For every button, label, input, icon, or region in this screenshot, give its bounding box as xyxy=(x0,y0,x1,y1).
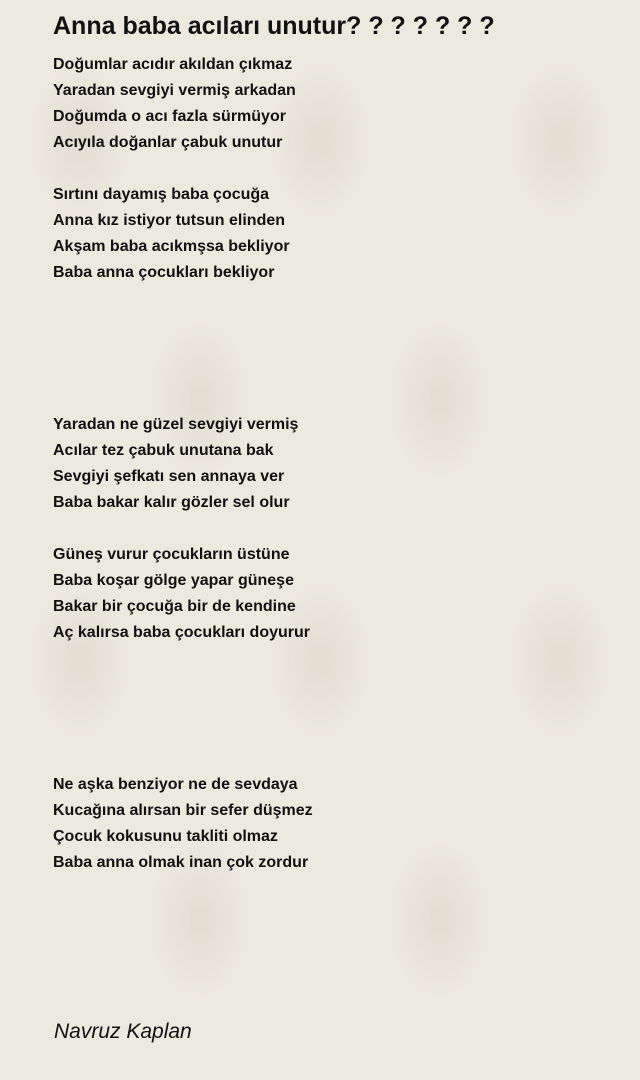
poem-line: Sırtını dayamış baba çocuğa xyxy=(53,186,270,203)
poem-line: Baba koşar gölge yapar güneşe xyxy=(53,572,294,589)
poem-line: Yaradan ne güzel sevgiyi vermiş xyxy=(53,416,299,433)
poem-line: Yaradan sevgiyi vermiş arkadan xyxy=(53,82,296,99)
poem-line: Doğumda o acı fazla sürmüyor xyxy=(53,108,286,125)
stanza-3 xyxy=(53,412,298,516)
poem-line: Ne aşka benziyor ne de sevdaya xyxy=(53,776,298,793)
poem-line: Çocuk kokusunu takliti olmaz xyxy=(53,828,278,845)
poem-line: Anna kız istiyor tutsun elinden xyxy=(53,212,286,229)
stanza-4 xyxy=(53,542,310,646)
poem-title: Anna baba acıları unutur? ? ? ? ? ? ? xyxy=(53,12,495,40)
poem-line: Doğumlar acıdır akıldan çıkmaz xyxy=(53,56,293,73)
poem-line: Kucağına alırsan bir sefer düşmez xyxy=(53,802,313,819)
stanza-5 xyxy=(53,772,313,876)
poem-line: Aç kalırsa baba çocukları doyurur xyxy=(53,624,310,641)
poem-line: Acılar tez çabuk unutana bak xyxy=(53,442,274,459)
poem-line: Sevgiyi şefkatı sen annaya ver xyxy=(53,468,285,485)
poem-line: Acıyıla doğanlar çabuk unutur xyxy=(53,134,283,151)
poem-line: Bakar bir çocuğa bir de kendine xyxy=(53,598,296,615)
poem-author: Navruz Kaplan xyxy=(54,1020,192,1043)
stanza-1 xyxy=(53,52,296,156)
poem-line: Baba anna çocukları bekliyor xyxy=(53,264,275,281)
poem-line: Güneş vurur çocukların üstüne xyxy=(53,546,290,563)
stanza-2 xyxy=(53,182,290,286)
poem-line: Baba bakar kalır gözler sel olur xyxy=(53,494,290,511)
poem-line: Akşam baba acıkmşsa bekliyor xyxy=(53,238,290,255)
poem-line: Baba anna olmak inan çok zordur xyxy=(53,854,309,871)
